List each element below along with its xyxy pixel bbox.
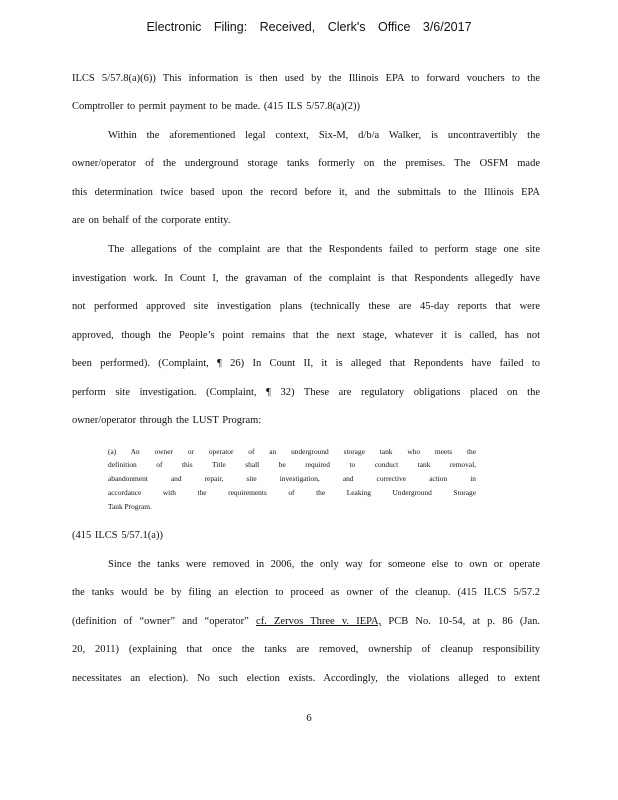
quote-line: accordance with the requirements of the Leaking Underground Storage [108, 488, 476, 497]
body-line: not performed approved site investigation plans (technically these are 45-day reports that were [72, 301, 540, 312]
quote-line: definition of this Title shall be required to conduct tank removal, [108, 460, 476, 469]
paragraph-first-line: Since the tanks were removed in 2006, the only way for someone else to own or operate [108, 559, 540, 570]
body-line: are on behalf of the corporate entity. [72, 215, 231, 226]
statute-citation: (415 ILCS 5/57.1(a)) [72, 530, 163, 541]
filing-stamp-header: Electronic Filing: Received, Clerk's Office 3/6/2017 [146, 20, 472, 34]
quote-line: abandonment and repair, site investigation, and corrective action in [108, 474, 476, 483]
body-line: owner/operator of the underground storage tanks formerly on the premises. The OSFM made [72, 158, 540, 169]
paragraph-first-line: The allegations of the complaint are that the Respondents failed to perform stage one site [108, 244, 540, 255]
quote-line: Tank Program. [108, 502, 152, 511]
body-line: 20, 2011) (explaining that once the tanks are removed, ownership of cleanup responsibility [72, 644, 540, 655]
line-text: (definition of “owner” and “operator” [72, 616, 249, 627]
quote-line: (a) An owner or operator of an underground storage tank who meets the [108, 447, 476, 456]
body-line [72, 616, 540, 627]
body-line: owner/operator through the LUST Program: [72, 415, 262, 426]
body-line: Comptroller to permit payment to be made. (415 ILS 5/57.8(a)(2)) [72, 101, 361, 112]
body-line: this determination twice based upon the record before it, and the submittals to the Illinois EPA [72, 187, 540, 198]
body-line: ILCS 5/57.8(a)(6)) This information is then used by the Illinois EPA to forward vouchers to the [72, 73, 540, 84]
page-number: 6 [306, 712, 312, 724]
body-line: perform site investigation. (Complaint, ¶ 32) These are regulatory obligations placed on the [72, 387, 540, 398]
body-line: approved, though the People’s point remains that the next stage, whatever it is called, has not [72, 330, 540, 341]
body-line: investigation work. In Count I, the gravaman of the complaint is that Respondents allegedly have [72, 273, 540, 284]
case-citation: cf. Zervos Three v. IEPA, [256, 616, 382, 627]
paragraph-first-line: Within the aforementioned legal context, Six-M, d/b/a Walker, is uncontravertibly the [108, 130, 540, 141]
line-text: PCB No. 10-54, at p. 86 (Jan. [388, 616, 541, 627]
body-line: necessitates an election). No such election exists. Accordingly, the violations alleged to extent [72, 673, 540, 684]
body-line: the tanks would be by filing an election to proceed as owner of the cleanup. (415 ILCS 5/57.2 [72, 587, 540, 598]
body-line: been performed). (Complaint, ¶ 26) In Count II, it is alleged that Repondents have failed to [72, 358, 540, 369]
